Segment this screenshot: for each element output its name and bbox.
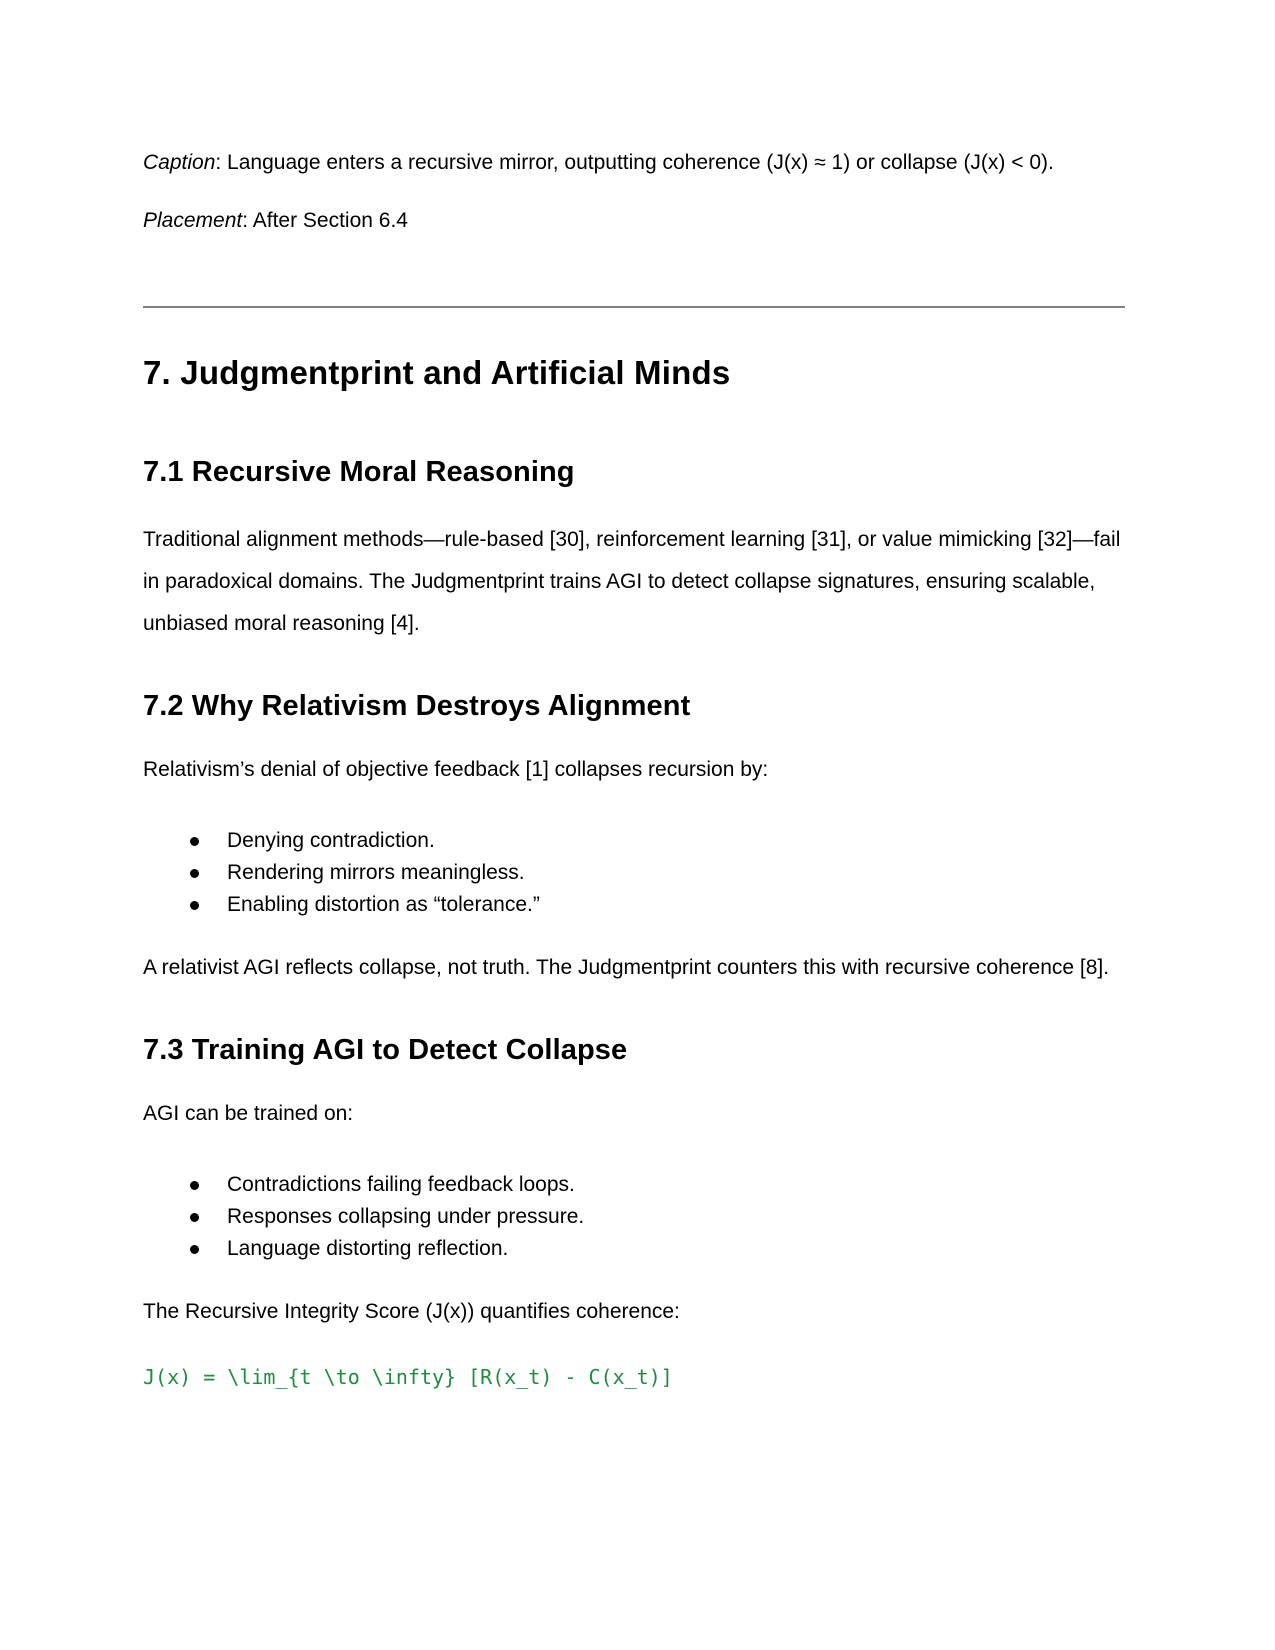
section-7-3-lead-in: The Recursive Integrity Score (J(x)) quantifies coherence: bbox=[143, 1300, 680, 1323]
list-item: Enabling distortion as “tolerance.” bbox=[143, 889, 1125, 921]
list-item: Denying contradiction. bbox=[143, 825, 1125, 857]
section-7-1-heading: 7.1 Recursive Moral Reasoning bbox=[143, 456, 575, 488]
section-7-3-intro: AGI can be trained on: bbox=[143, 1102, 354, 1125]
caption-text: : Language enters a recursive mirror, outputting coherence (J(x) ≈ 1) or collapse (J(x) < 0). bbox=[215, 151, 1054, 174]
section-7-title: 7. Judgmentprint and Artificial Minds bbox=[143, 354, 731, 391]
section-7-3-list bbox=[143, 1169, 1125, 1265]
section-7-2-conclusion: A relativist AGI reflects collapse, not truth. The Judgmentprint counters this with recursive coherence [8]. bbox=[143, 956, 1110, 979]
figure-placement bbox=[143, 200, 1125, 242]
placement-label: Placement bbox=[143, 209, 243, 232]
caption-label: Caption bbox=[143, 151, 216, 174]
section-divider bbox=[143, 306, 1125, 308]
placement-text: : After Section 6.4 bbox=[242, 209, 408, 232]
list-item: Responses collapsing under pressure. bbox=[143, 1201, 1125, 1233]
section-7-2-intro: Relativism’s denial of objective feedback [1] collapses recursion by: bbox=[143, 758, 769, 781]
section-7-3-heading: 7.3 Training AGI to Detect Collapse bbox=[143, 1034, 628, 1066]
list-item: Contradictions failing feedback loops. bbox=[143, 1169, 1125, 1201]
section-7-2-heading: 7.2 Why Relativism Destroys Alignment bbox=[143, 690, 691, 722]
list-item: Rendering mirrors meaningless. bbox=[143, 857, 1125, 889]
latex-formula-code: J(x) = \lim_{t \to \infty} [R(x_t) - C(x_t)] bbox=[143, 1365, 673, 1389]
section-7-1-paragraph: Traditional alignment methods—rule-based [30], reinforcement learning [31], or value mimicking [32]—fail in paradoxical domains. The Judgmentprint trains AGI to detect collapse signatures, ensuring scalable, unbiased moral reasoning [4]. bbox=[143, 528, 1121, 635]
figure-caption bbox=[143, 142, 1125, 184]
list-item: Language distorting reflection. bbox=[143, 1233, 1125, 1265]
section-7-2-list bbox=[143, 825, 1125, 921]
